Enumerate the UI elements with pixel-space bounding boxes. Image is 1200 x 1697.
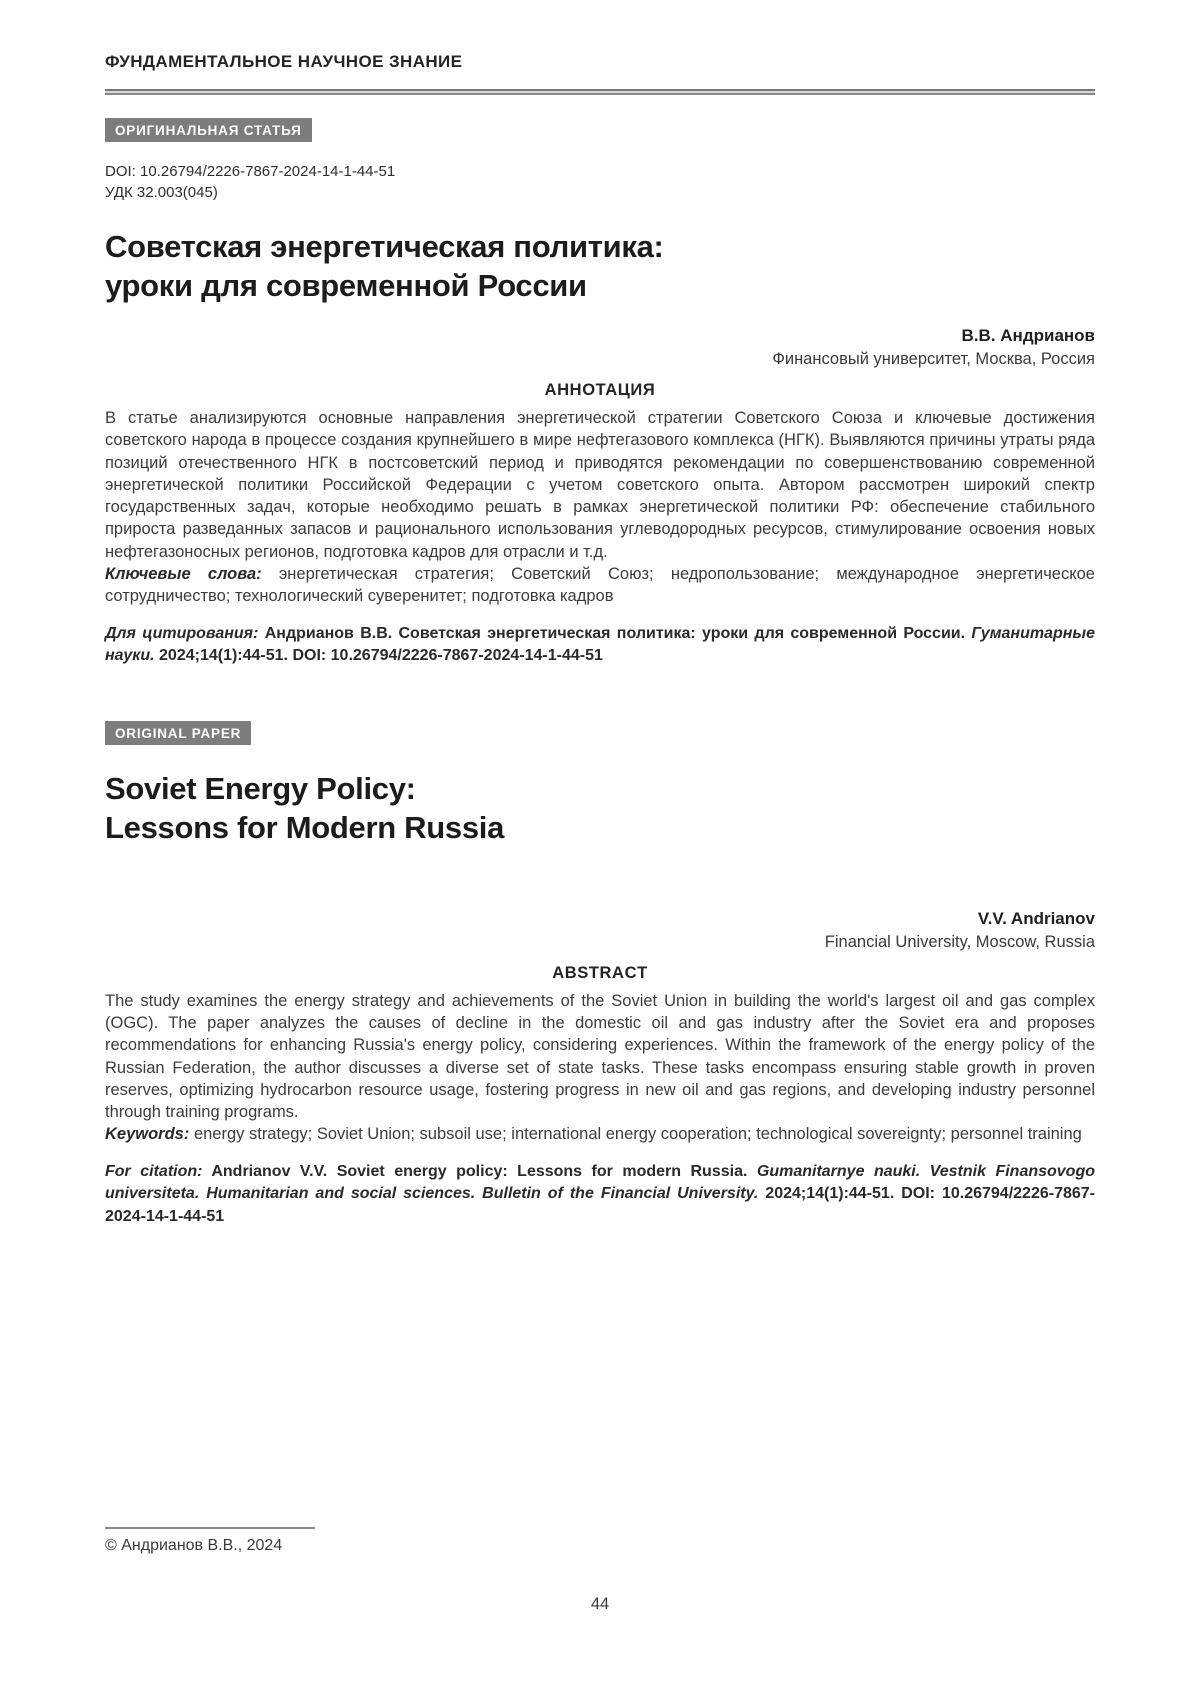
author-name-en: V.V. Andrianov: [977, 908, 1095, 928]
abstract-text-en: The study examines the energy strategy and achievements of the Soviet Union in building the world's largest oil and gas complex (OGC). The paper analyzes the causes of decline in the domestic oil and gas industry after the Soviet era and proposes recommendations for enhancing Russia's energy policy, considering experiences. Within the framework of the energy policy of the Russian Federation, the author discusses a diverse set of state tasks. These tasks encompass ensuring stable growth in proven reserves, optimizing hydrocarbon resource usage, fostering progress in new oil and gas regions, and developing industry personnel through training programs.: [105, 991, 1095, 1122]
running-head: ФУНДАМЕНТАЛЬНОЕ НАУЧНОЕ ЗНАНИЕ: [105, 52, 463, 71]
article-title-ru-line2: уроки для современной России: [105, 268, 587, 303]
article-title-ru: [105, 227, 1095, 305]
keywords-text-en: energy strategy; Soviet Union; subsoil use; international energy cooperation; technological sovereignty; personnel training: [189, 1125, 1082, 1144]
keywords-label-en: Keywords:: [105, 1125, 190, 1144]
article-type-badge-en: ORIGINAL PAPER: [105, 721, 251, 745]
page-number: 44: [590, 1595, 610, 1613]
citation-tail-ru: 2024;14(1):44-51. DOI: 10.26794/2226-7867-2024-14-1-44-51: [154, 647, 603, 665]
article-type-badge-ru: ОРИГИНАЛЬНАЯ СТАТЬЯ: [105, 118, 312, 142]
article-meta: [105, 161, 1095, 203]
citation-main-ru: Андрианов В.В. Советская энергетическая политика: уроки для современной России.: [258, 624, 972, 642]
author-block-ru: [105, 326, 1095, 369]
citation-label-ru: Для цитирования:: [105, 624, 259, 642]
citation-tail-en: 2024;14(1):44-51. DOI: 10.26794/2226-7867-2024-14-1-44-51: [105, 1185, 1095, 1225]
citation-label-en: For citation:: [105, 1162, 203, 1180]
citation-journal-en: Gumanitarnye nauki. Vestnik Finansovogo universiteta. Humanitarian and social sciences. Bulletin of the Financial University.: [105, 1162, 1096, 1203]
author-affiliation-ru: Финансовый университет, Москва, Россия: [772, 350, 1095, 368]
citation-en: [105, 1161, 1095, 1229]
author-affiliation-en: Financial University, Moscow, Russia: [824, 932, 1095, 951]
article-title-ru-line1: Советская энергетическая политика:: [105, 229, 664, 264]
article-title-en-line1: Soviet Energy Policy:: [105, 770, 416, 806]
keywords-ru: [105, 563, 1095, 608]
article-title-en: [105, 769, 1095, 847]
citation-ru: [105, 623, 1095, 668]
keywords-en: [105, 1123, 1095, 1145]
author-name-ru: В.В. Андрианов: [961, 326, 1095, 345]
udk-line: УДК 32.003(045): [105, 184, 218, 201]
citation-main-en: Andrianov V.V. Soviet energy policy: Lessons for modern Russia.: [202, 1162, 757, 1180]
footer-rule: [105, 1527, 315, 1529]
copyright-line: © Андрианов В.В., 2024: [105, 1537, 283, 1554]
page-content: [105, 0, 1095, 1228]
abstract-heading-ru: АННОТАЦИЯ: [544, 381, 656, 399]
author-block-en: [105, 909, 1095, 952]
keywords-label-ru: Ключевые слова:: [105, 565, 262, 584]
doi-line: DOI: 10.26794/2226-7867-2024-14-1-44-51: [105, 163, 396, 180]
keywords-text-ru: энергетическая стратегия; Советский Союз; недропользование; международное энергетическое сотрудничество; технологический суверенитет; подготовка кадров: [105, 565, 1095, 606]
page-footer: [105, 1527, 1095, 1555]
abstract-text-ru: В статье анализируются основные направления энергетической стратегии Советского Союза и ключевые достижения советского народа в процессе создания крупнейшего в мире нефтегазового комплекса (НГК). Выявляются причины утраты ряда позиций отечественного НГК в постсоветский период и приводятся рекомендации по совершенствованию современной энергетической политики Российской Федерации с учетом советского опыта. Автором рассмотрен широкий спектр государственных задач, которые необходимо решать в рамках энергетической политики РФ: обеспечение стабильного прироста разведанных запасов и рационального использования углеводородных ресурсов, стимулирование освоения новых нефтегазоносных регионов, подготовка кадров для отрасли и т.д.: [105, 409, 1095, 561]
article-title-en-line2: Lessons for Modern Russia: [105, 809, 505, 845]
abstract-heading-en: ABSTRACT: [552, 963, 648, 982]
citation-journal-ru: Гуманитарные науки.: [105, 624, 1095, 665]
